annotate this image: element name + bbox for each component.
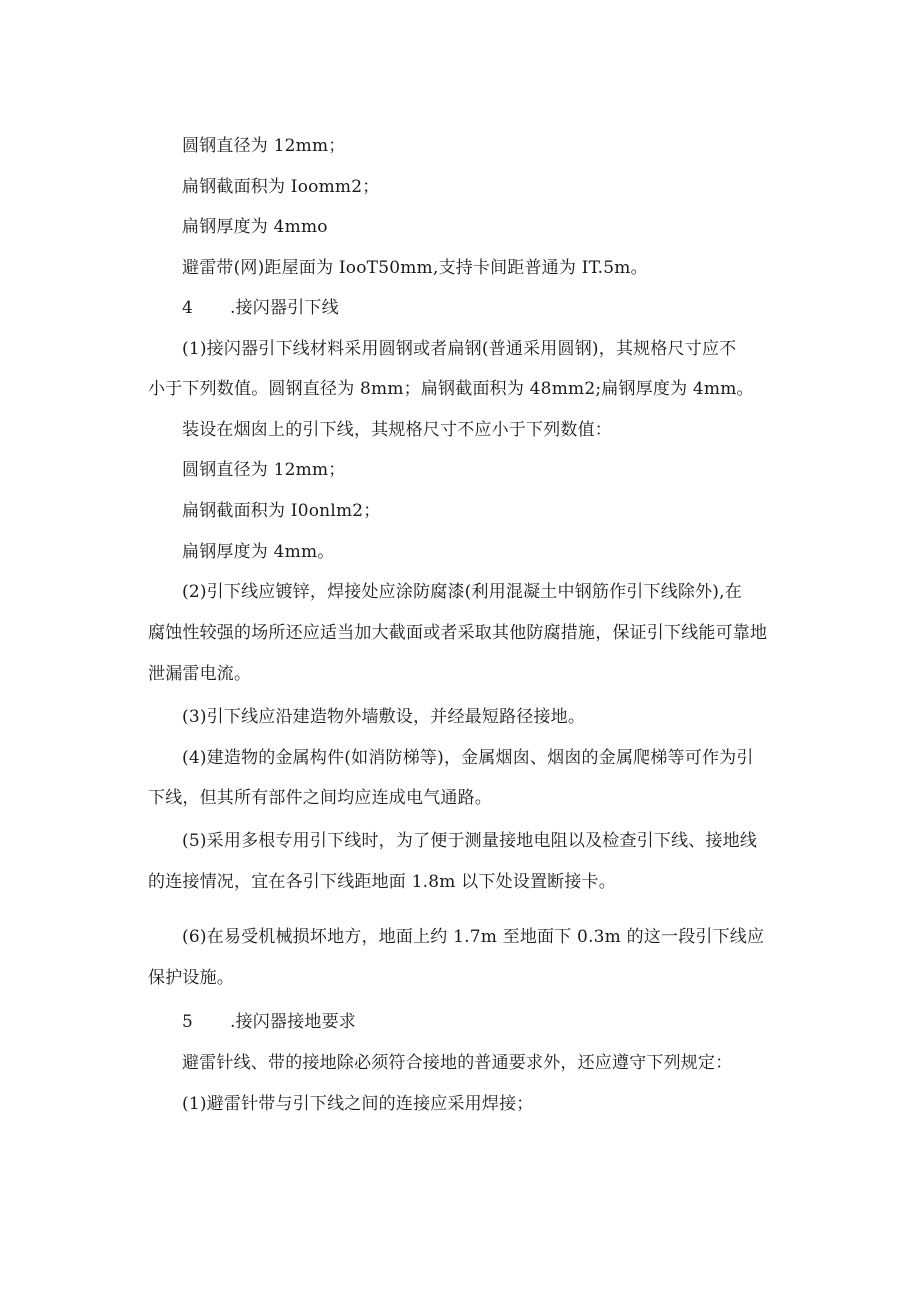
text-line: 圆钢直径为 12mm； <box>182 460 346 480</box>
text-line: (5)采用多根专用引下线时，为了便于测量接地电阻以及检查引下线、接地线 <box>182 831 758 851</box>
text-line: (2)引下线应镀锌，焊接处应涂防腐漆(利用混凝土中钢筋作引下线除外),在 <box>182 582 742 602</box>
text-line: 小于下列数值。圆钢直径为 8mm；扁钢截面积为 48mm2;扁钢厚度为 4mm。 <box>148 379 754 399</box>
text-line: (4)建造物的金属构件(如消防梯等)，金属烟囱、烟囱的金属爬梯等可作为引 <box>182 748 754 768</box>
text-line: 下线，但其所有部件之间均应连成电气通路。 <box>148 788 492 808</box>
text-line: (3)引下线应沿建造物外墙敷设，并经最短路径接地。 <box>182 707 586 727</box>
section-number: 5 <box>182 1012 194 1032</box>
text-line: 避雷针线、带的接地除必须符合接地的普通要求外，还应遵守下列规定： <box>182 1053 733 1073</box>
section-title: .接闪器引下线 <box>230 298 339 318</box>
text-line: (1)接闪器引下线材料采用圆钢或者扁钢(普通采用圆钢)，其规格尺寸应不 <box>182 339 737 359</box>
text-line: (6)在易受机械损坏地方，地面上约 1.7m 至地面下 0.3m 的这一段引下线应 <box>182 927 765 947</box>
text-line: 避雷带(网)距屋面为 IooT50mm,支持卡间距普通为 IT.5m。 <box>182 258 648 278</box>
text-line: (1)避雷针带与引下线之间的连接应采用焊接； <box>182 1094 534 1114</box>
text-line: 扁钢厚度为 4mm。 <box>182 542 335 562</box>
section-title: .接闪器接地要求 <box>230 1012 357 1032</box>
text-line: 扁钢厚度为 4mmo <box>182 217 328 237</box>
text-line: 保护设施。 <box>148 968 234 988</box>
text-line: 装设在烟囱上的引下线，其规格尺寸不应小于下列数值： <box>182 420 612 440</box>
text-line: 扁钢截面积为 Ioomm2； <box>182 177 380 197</box>
text-line: 圆钢直径为 12mm； <box>182 136 346 156</box>
section-number: 4 <box>182 298 194 318</box>
text-line: 泄漏雷电流。 <box>148 664 252 684</box>
section-heading <box>182 296 339 320</box>
text-line: 腐蚀性较强的场所还应适当加大截面或者采取其他防腐措施，保证引下线能可靠地 <box>148 623 768 643</box>
text-line: 的连接情况，宜在各引下线距地面 1.8m 以下处设置断接卡。 <box>148 872 616 892</box>
section-heading <box>182 1010 356 1034</box>
text-line: 扁钢截面积为 I0onlm2； <box>182 501 381 521</box>
